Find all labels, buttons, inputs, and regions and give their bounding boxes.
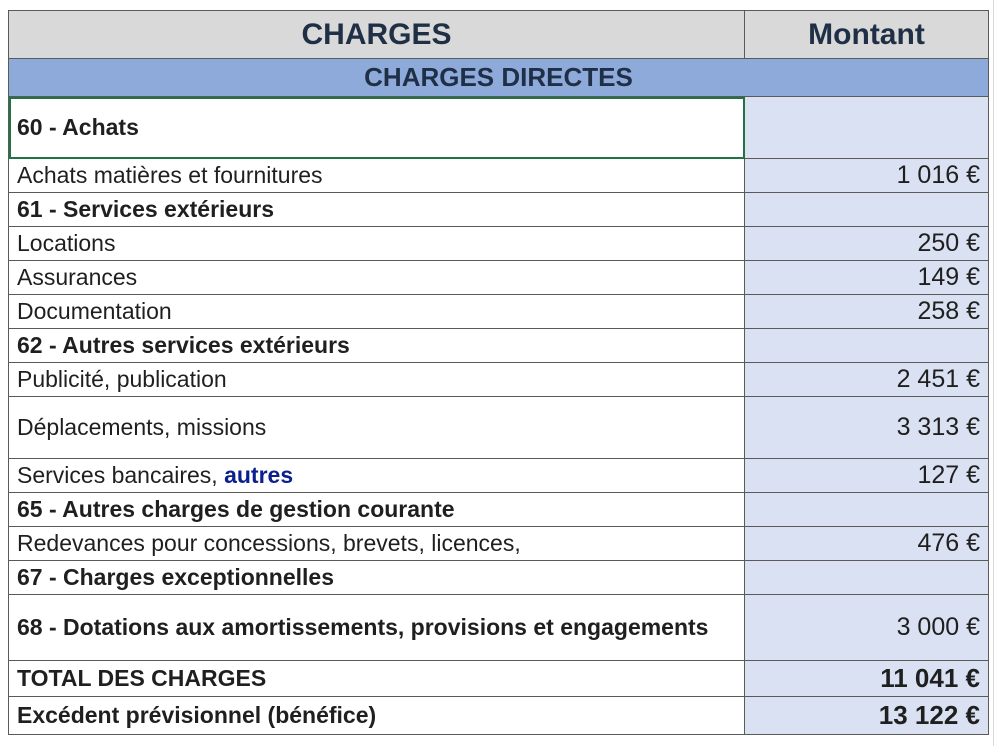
table-row — [9, 397, 989, 459]
table-row — [9, 193, 989, 227]
table-row — [9, 493, 989, 527]
table-row — [9, 561, 989, 595]
total-label-cell[interactable]: TOTAL DES CHARGES — [9, 661, 745, 697]
charges-table — [8, 10, 989, 735]
total-amount-cell[interactable]: 11 041 € — [745, 661, 989, 697]
row-amount-cell[interactable] — [745, 561, 989, 595]
row-amount-cell[interactable]: 149 € — [745, 261, 989, 295]
row-label-cell[interactable]: Déplacements, missions — [9, 397, 745, 459]
row-amount-cell[interactable] — [745, 493, 989, 527]
row-amount-cell[interactable]: 2 451 € — [745, 363, 989, 397]
header-row — [9, 11, 989, 59]
section-row — [9, 59, 989, 97]
table-row — [9, 329, 989, 363]
row-label-cell[interactable]: Locations — [9, 227, 745, 261]
row-amount-cell[interactable]: 1 016 € — [745, 159, 989, 193]
row-amount-cell[interactable]: 3 313 € — [745, 397, 989, 459]
table-row — [9, 295, 989, 329]
header-charges-cell[interactable]: CHARGES — [9, 11, 745, 59]
section-title-cell[interactable]: CHARGES DIRECTES — [9, 59, 989, 97]
table-row — [9, 227, 989, 261]
table-row — [9, 261, 989, 295]
surplus-label-cell[interactable]: Excédent prévisionnel (bénéfice) — [9, 697, 745, 735]
table-row — [9, 527, 989, 561]
row-amount-cell[interactable]: 258 € — [745, 295, 989, 329]
row-amount-cell[interactable] — [745, 329, 989, 363]
row-label-cell[interactable]: 65 - Autres charges de gestion courante — [9, 493, 745, 527]
row-label-cell[interactable]: Assurances — [9, 261, 745, 295]
row-amount-cell[interactable] — [745, 193, 989, 227]
table-row — [9, 363, 989, 397]
surplus-amount-cell[interactable]: 13 122 € — [745, 697, 989, 735]
row-amount-cell[interactable]: 3 000 € — [745, 595, 989, 661]
row-label-accent-text: autres — [224, 462, 294, 488]
row-label-cell[interactable]: Documentation — [9, 295, 745, 329]
row-label-cell[interactable] — [9, 459, 745, 493]
total-row — [9, 661, 989, 697]
row-label-cell[interactable]: Publicité, publication — [9, 363, 745, 397]
row-label-cell[interactable]: 60 - Achats — [9, 97, 745, 159]
row-label-cell[interactable]: 67 - Charges exceptionnelles — [9, 561, 745, 595]
header-montant-cell[interactable]: Montant — [745, 11, 989, 59]
row-label-text: Services bancaires, — [17, 462, 225, 488]
table-row — [9, 595, 989, 661]
row-amount-cell[interactable]: 127 € — [745, 459, 989, 493]
gridline — [993, 0, 994, 746]
table-row — [9, 159, 989, 193]
table-row — [9, 97, 989, 159]
row-amount-cell[interactable]: 250 € — [745, 227, 989, 261]
row-label-cell[interactable]: 62 - Autres services extérieurs — [9, 329, 745, 363]
row-label-cell[interactable]: 61 - Services extérieurs — [9, 193, 745, 227]
surplus-row — [9, 697, 989, 735]
row-label-cell[interactable]: Achats matières et fournitures — [9, 159, 745, 193]
row-label-cell[interactable]: Redevances pour concessions, brevets, licences, — [9, 527, 745, 561]
row-amount-cell[interactable] — [745, 97, 989, 159]
table-row — [9, 459, 989, 493]
row-label-cell[interactable]: 68 - Dotations aux amortissements, provisions et engagements — [9, 595, 745, 661]
row-amount-cell[interactable]: 476 € — [745, 527, 989, 561]
